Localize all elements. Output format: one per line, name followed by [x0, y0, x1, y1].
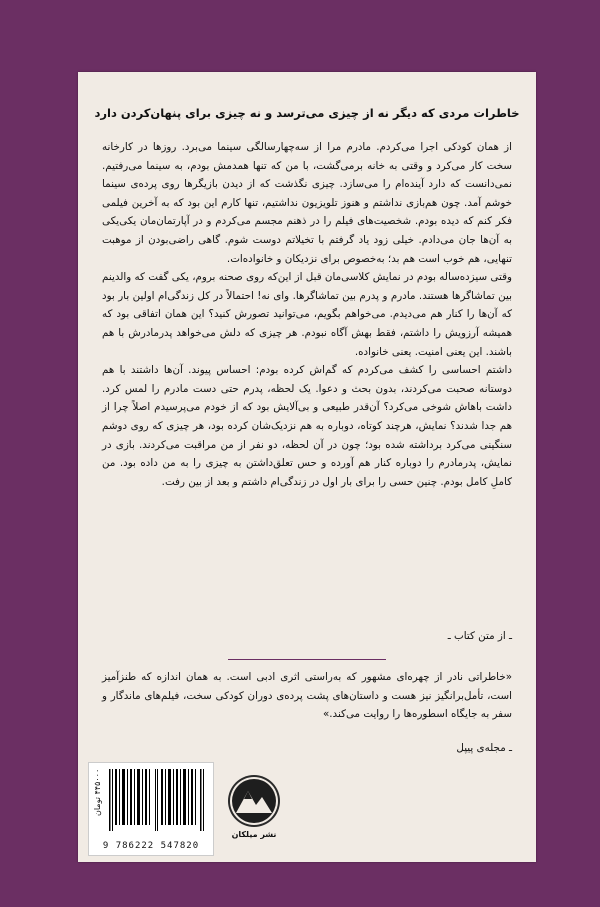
review-quote: «خاطراتی نادر از چهره‌ای مشهور که به‌راستی اثری ادبی است. به همان اندازه که طنزآمیز است، تأمل‌برانگیز نیز هست و داستان‌های پشت پرده‌ی دوران کودکی سخت، فیلم‌های ماندگار و سفر به جایگاه اسطوره‌ها را روایت می‌کند.» — [102, 671, 512, 721]
excerpt-paragraph: وقتی سیزده‌ساله بودم در نمایش کلاسی‌مان قبل از این‌که روی صحنه بروم، یکی گفت که والدینم بین تماشاگرها هستند. مادرم و پدرم بین تماشاگرها. وای نه! احتمالاً در کل زندگی‌ام اولین بار بود که آن‌ها را کنار هم می‌دیدم. می‌خواهم بگویم، می‌توانید تصورش کنید؟ این همان اتفاقی بود که همیشه آرزویش را داشتم، فقط بهش آگاه نبودم. هر چیزی که دلش می‌خواهد پدرمادرش با هم باشند. این یعنی امنیت. یعنی خانواده. — [102, 271, 512, 358]
publisher-name: نشر میلکان — [231, 830, 277, 839]
publisher-logo — [228, 775, 280, 827]
divider — [228, 659, 386, 660]
review-source: ـ مجله‌ی پیپل — [456, 742, 512, 754]
excerpt-paragraph: از همان کودکی اجرا می‌کردم. مادرم مرا از سه‌چهارسالگی سینما می‌برد. روزها در کارخانه سخت کار می‌کرد و وقتی به خانه برمی‌گشت، با من که تنها همدمش بودم، به سینما می‌رفتیم. نمی‌دانست که دارد آینده‌ام را می‌سازد. چیزی نگذشت که از دیدن بازیگرها روی پرده‌ی سینما خوشم آمد. چون هم‌بازی نداشتم و هنوز تلویزیون نداشتیم، تنها کارم این بود که به آخرین فیلمی فکر کنم که دیده بودم. شخصیت‌های فیلم را در ذهنم مجسم می‌کردم و در آپارتمان‌مان یکی‌یکی به آن‌ها جان می‌دادم. خیلی زود یاد گرفتم با تخیلاتم دوست شوم. گاهی راضی‌بودن از موهبت تنهایی، هم خوب است هم بد؛ به‌خصوص برای نزدیکان و خانواده‌ات. — [102, 141, 512, 265]
excerpt-paragraph: داشتم احساسی را کشف می‌کردم که گم‌اش کرده بودم: احساس پیوند. آن‌ها داشتند با هم دوستانه صحبت می‌کردند، بدون بحث و دعوا. یک لحظه، پدرم حتی دست مادرم را لمس کرد. داشت باهاش شوخی می‌کرد؟ آن‌قدر طبیعی و بی‌آلایش بود که از خودم می‌پرسیدم اصلاً چرا از هم جدا شدند؟ نمایش، هرچند کوتاه، دوباره به هم نزدیک‌شان کرده بود، هر چیزی که روی دوشم سنگینی می‌کرد برداشته شده بود؛ چون در آن لحظه، دو نفر از من مراقبت می‌کردند. بازی در نمایش، پدرمادرم را دوباره کنار هم آورده و حس تعلق‌داشتن به چیزی را به من داده بود. من کاملِ کامل بودم. چنین حسی را برای بار اول در زندگی‌ام داشتم و بعد از بین رفت. — [102, 364, 512, 488]
back-cover-panel — [78, 72, 536, 862]
barcode-digits: 9 786222 547820 — [102, 841, 200, 851]
barcode-bars — [109, 769, 205, 831]
price-label: ۴۴۵۰۰۰ تومان — [93, 769, 102, 817]
excerpt-source: ـ از متن کتاب ـ — [447, 630, 512, 642]
excerpt-text — [102, 138, 512, 491]
mountain-icon — [228, 775, 280, 827]
barcode — [88, 762, 214, 856]
headline: خاطرات مردی که دیگر نه از چیزی می‌ترسد و نه چیزی برای پنهان‌کردن دارد — [94, 106, 520, 120]
